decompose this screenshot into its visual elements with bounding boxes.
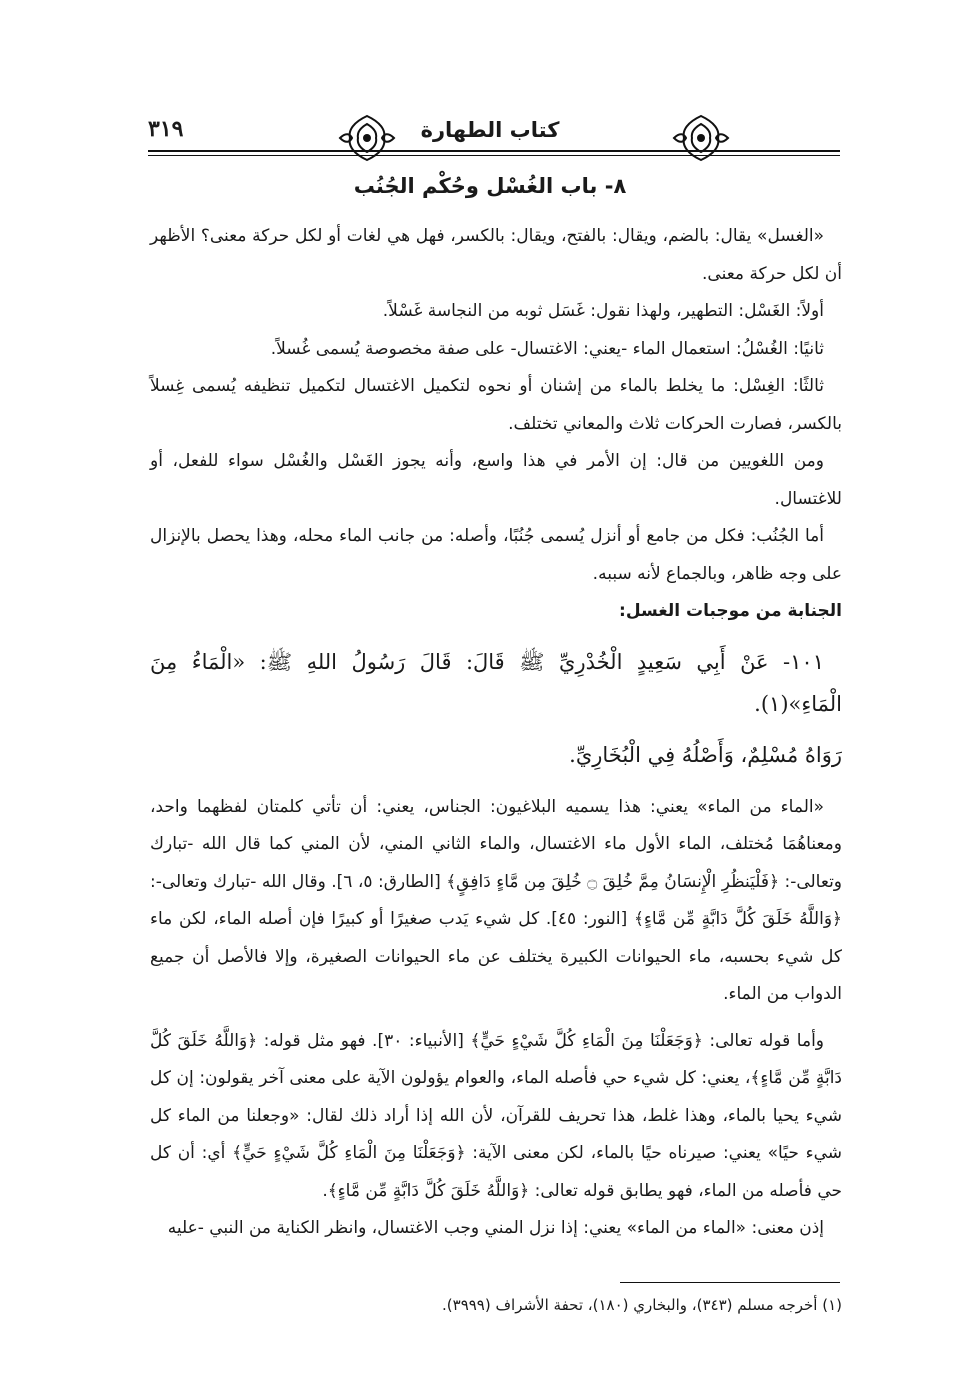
footnote-rule [620,1282,840,1283]
body-text [150,218,842,1248]
commentary-paragraph: وأما قوله تعالى: ﴿وَجَعَلْنَا مِنَ الْمَاءِ كُلَّ شَيْءٍ حَيٍّ﴾ [الأنبياء: ٣٠]. فهو مثل قوله: ﴿وَاللَّهُ خَلَقَ كُلَّ دَابَّةٍ مِّن مَّاءٍ﴾، يعني: كل شيء حي فأصله الماء، والعوام يؤولون الآية على معنى آخر يقولون: إن كل شيء يحيا بالماء، وهذا غلط، هذا تحريف للقرآن، لأن الله إذا أراد ذلك لقال: «وجعلنا من الماء كل شيء حيًا» يعني: صيرناه حيًا بالماء، لكن معنى الآية: ﴿وَجَعَلْنَا مِنَ الْمَاءِ كُلَّ شَيْءٍ حَيٍّ﴾ أي: أن كل حي فأصله من الماء، فهو يطابق قوله تعالى: ﴿وَاللَّهُ خَلَقَ كُلَّ دَابَّةٍ مِّن مَّاءٍ﴾. [150,1030,842,1201]
running-header [140,112,840,164]
paragraph: أولاً: الغَسْل: التطهير، ولهذا نقول: غَسَل ثوبه من النجاسة غَسْلاً. [382,301,824,321]
hadith-source: رَوَاهُ مُسْلِمٌ، وَأَصْلُهُ فِي الْبُخَارِيِّ. [569,742,842,767]
header-rule-thin [148,155,840,156]
running-title: كتاب الطهارة [420,118,560,142]
commentary-paragraph: إذن معنى: «الماء من الماء» يعني: إذا نزل المني وجب الاغتسال، وانظر الكناية من النبي -عليه [167,1218,824,1238]
paragraph: أما الجُنُب: فكل من جامع أو أنزل يُسمى جُنُبًا، وأصله: من جانب الماء محله، وهذا يحصل بالإنزال على وجه ظاهر، وبالجماع لأنه سببه. [150,526,842,584]
footnote: (١) أخرجه مسلم (٣٤٣)، والبخاري (١٨٠)، تحفة الأشراف (٣٩٩٩). [442,1296,842,1314]
section-subheading: الجنابة من موجبات الغسل: [619,601,842,621]
hadith-text: ١٠١- عَنْ أَبِي سَعِيدٍ الْخُدْرِيِّ ﷺ قَالَ: قَالَ رَسُولُ اللهِ ﷺ: «الْمَاءُ مِنَ الْمَاءِ»(١). [150,649,842,716]
header-rule [148,150,840,152]
paragraph: «الغسل» يقال: بالضم، ويقال: بالفتح، ويقال: بالكسر، فهل هي لغات أو لكل حركة معنى؟ الأظهر أن لكل حركة معنى. [150,226,842,284]
chapter-title: ٨- باب الغُسْل وحُكْم الجُنُب [353,174,627,198]
paragraph: ومن اللغويين من قال: إن الأمر في هذا واسع، وأنه يجوز الغَسْل والغُسْل سواء للفعل، أو للاغتسال. [150,451,842,509]
ornament-right-icon [670,112,732,164]
ornament-left-icon [336,112,398,164]
page-number: ٣١٩ [148,116,184,142]
paragraph: ثانيًا: الغُسْلُ: استعمال الماء -يعني: الاغتسال- على صفة مخصوصة يُسمى غُسلاً. [270,338,824,359]
commentary-paragraph: «الماء من الماء» يعني: هذا يسميه البلاغيون: الجناس، يعني: أن تأتي كلمتان لفظهما واحد، ومعناهُمَا مُختلف، الماء الأول ماء الاغتسال، والماء الثاني المني، لأن المني كما قال الله -تبارك وتعالى-: ﴿فَلْيَنظُرِ الْإِنسَانُ مِمَّ خُلِقَ ۝ خُلِقَ مِن مَّاءٍ دَافِقٍ﴾ [الطارق: ٥، ٦]. وقال الله -تبارك وتعالى-: ﴿وَاللَّهُ خَلَقَ كُلَّ دَابَّةٍ مِّن مَّاءٍ﴾ [النور: ٤٥]. كل شيء يَدب صغيرًا أو كبيرًا فإن أصله الماء، لكن ماء كل شيء بحسبه، ماء الحيوانات الكبيرة يختلف عن ماء الحيوانات الصغيرة، وإلا فالأصل أن جميع الدواب من الماء. [150,796,843,1004]
paragraph: ثالثًا: الغِسْل: ما يخلط بالماء من إشنان أو نحوه لتكميل الاغتسال لتكميل تنظيفه يُسمى غِسلاً بالكسر، فصارت الحركات ثلاث والمعاني تختلف. [150,376,842,434]
